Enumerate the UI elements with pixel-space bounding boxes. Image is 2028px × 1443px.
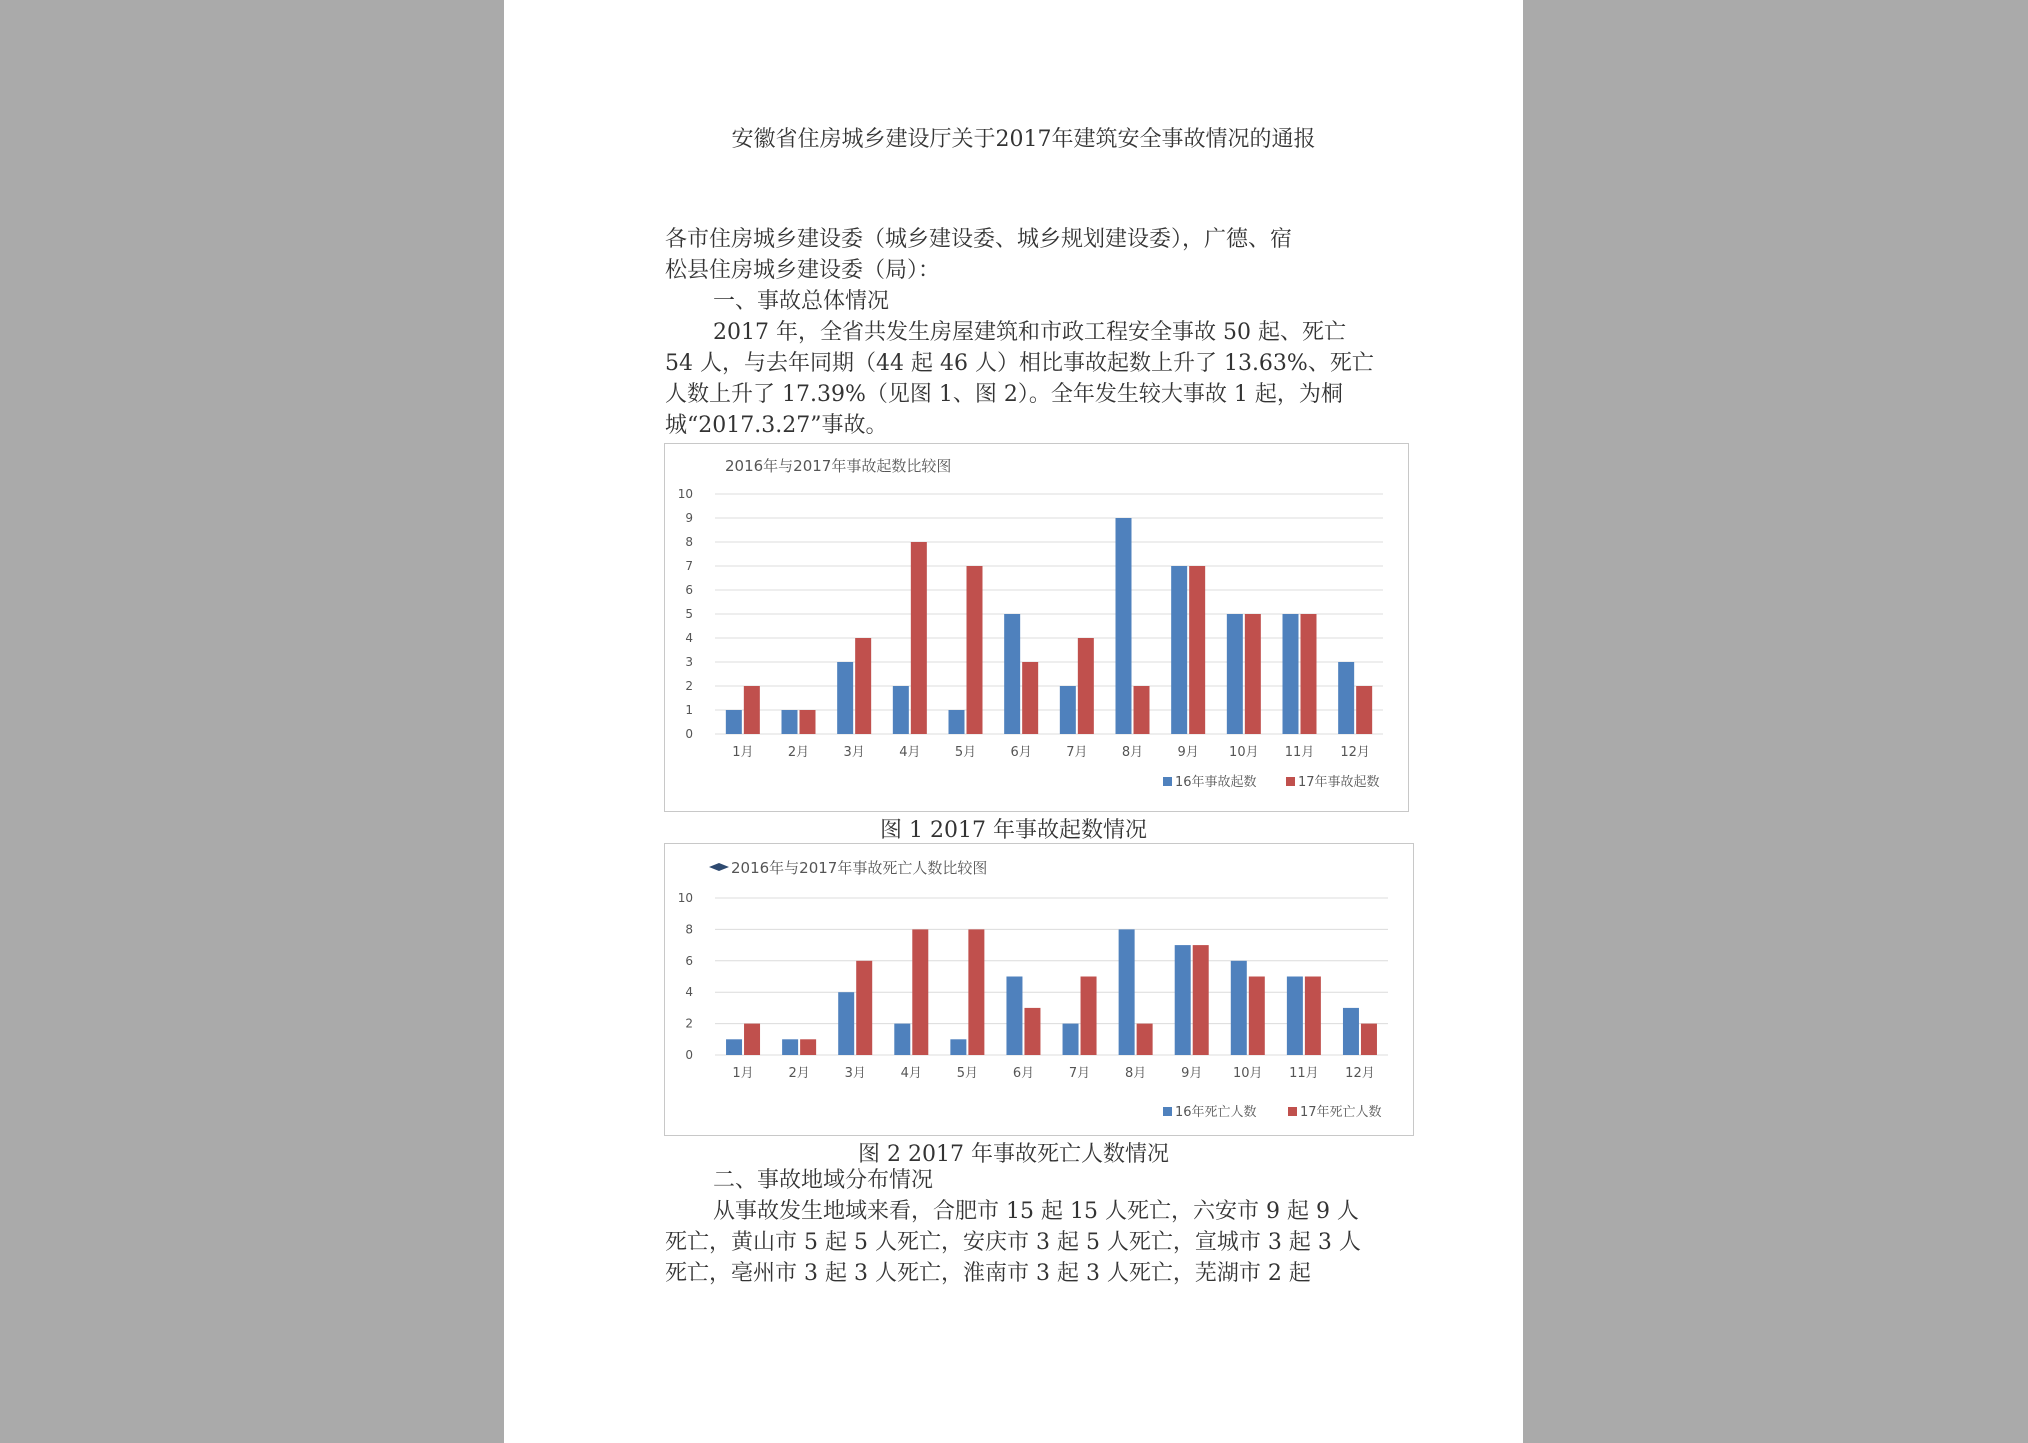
bar: [1301, 614, 1317, 734]
section-heading: 一、事故总体情况: [713, 289, 890, 314]
bar: [1134, 686, 1150, 734]
chart-title: 2016年与2017年事故死亡人数比较图: [731, 859, 988, 877]
bar: [1078, 638, 1094, 734]
bar: [1287, 977, 1303, 1056]
bar: [1227, 614, 1243, 734]
x-tick-label: 2月: [788, 1066, 810, 1081]
x-tick-label: 11月: [1284, 745, 1315, 760]
chart-death-count: [664, 843, 1414, 1136]
bar: [726, 710, 742, 734]
x-tick-label: 3月: [843, 745, 865, 760]
bar: [1022, 662, 1038, 734]
y-tick-label: 0: [685, 727, 693, 741]
y-tick-label: 10: [677, 891, 693, 905]
bar: [1231, 961, 1247, 1055]
x-tick-label: 9月: [1181, 1066, 1203, 1081]
bar: [837, 662, 853, 734]
document-title: 安徽省住房城乡建设厅关于2017年建筑安全事故情况的通报: [731, 127, 1316, 152]
bar: [1361, 1024, 1377, 1055]
y-tick-label: 9: [685, 511, 693, 525]
x-tick-label: 5月: [956, 1066, 979, 1081]
document-page: [504, 0, 1523, 1443]
legend-label: 17年死亡人数: [1300, 1105, 1382, 1120]
y-tick-label: 2: [685, 1016, 693, 1031]
x-tick-label: 1月: [732, 745, 754, 760]
y-tick-label: 0: [685, 1048, 693, 1062]
bar: [782, 710, 798, 734]
y-tick-label: 3: [685, 655, 693, 669]
y-tick-label: 4: [685, 985, 693, 1000]
x-tick-label: 7月: [1068, 1066, 1091, 1081]
bar: [1060, 686, 1076, 734]
bar: [967, 566, 983, 734]
bar: [1283, 614, 1299, 734]
x-tick-label: 4月: [899, 745, 921, 760]
bar: [1338, 662, 1354, 734]
bar: [800, 1039, 816, 1055]
y-tick-label: 4: [685, 631, 693, 645]
document-intro: [665, 224, 1376, 441]
bar: [950, 1039, 966, 1055]
document-section2: [665, 1165, 1376, 1289]
x-tick-label: 8月: [1124, 1066, 1147, 1081]
x-tick-label: 3月: [844, 1066, 866, 1081]
bar: [1171, 566, 1187, 734]
x-tick-label: 8月: [1121, 745, 1144, 760]
bar: [1175, 945, 1191, 1055]
chart-svg: [665, 444, 1408, 811]
y-tick-label: 7: [685, 559, 693, 573]
bar: [1063, 1024, 1079, 1055]
bar: [726, 1039, 742, 1055]
y-tick-label: 1: [685, 703, 693, 717]
x-tick-label: 12月: [1345, 1066, 1375, 1081]
x-tick-label: 9月: [1177, 745, 1199, 760]
bar: [744, 686, 760, 734]
y-tick-label: 10: [677, 487, 693, 501]
y-tick-label: 8: [685, 922, 693, 937]
legend-label: 17年事故起数: [1298, 775, 1380, 790]
legend-swatch: [1288, 1107, 1297, 1116]
chart-svg: [665, 844, 1413, 1135]
legend-label: 16年死亡人数: [1175, 1105, 1257, 1120]
x-tick-label: 7月: [1066, 745, 1088, 760]
bar: [800, 710, 816, 734]
title-marker-icon: [709, 863, 729, 871]
y-tick-label: 6: [685, 583, 693, 597]
bar: [1006, 977, 1022, 1056]
x-tick-label: 1月: [732, 1066, 754, 1081]
bar: [855, 638, 871, 734]
paragraph: 从事故发生地域来看，合肥市 15 起 15 人死亡，六安市 9 起 9 人死亡，黄山市 5 起 5 人死亡，安庆市 3 起 5 人死亡，宣城市 3 起 3 人死亡，亳州市 3 起 3 人死亡，淮南市 3 起 3 人死亡，芜湖市 2 起: [665, 1199, 1361, 1286]
bar: [1189, 566, 1205, 734]
bar: [1081, 977, 1097, 1056]
addressee-line: 各市住房城乡建设委（城乡建设委、城乡规划建设委），广德、宿: [665, 227, 1293, 252]
figure-caption: 图 2 2017 年事故死亡人数情况: [858, 1142, 1169, 1167]
x-tick-label: 5月: [954, 745, 977, 760]
bar: [1116, 518, 1132, 734]
bar: [1305, 977, 1321, 1056]
legend-swatch: [1163, 777, 1172, 786]
bar: [1119, 929, 1135, 1055]
bar: [782, 1039, 798, 1055]
bar: [1137, 1024, 1153, 1055]
bar: [1024, 1008, 1040, 1055]
bar: [911, 542, 927, 734]
y-tick-label: 6: [685, 953, 693, 968]
bar: [838, 992, 854, 1055]
paragraph: 2017 年，全省共发生房屋建筑和市政工程安全事故 50 起、死亡 54 人，与去年同期（44 起 46 人）相比事故起数上升了 13.63%、死亡人数上升了 17.39%（见图 1、图 2）。全年发生较大事故 1 起，为桐城“2017.3.27”事故。: [665, 320, 1374, 438]
chart-accident-count: [664, 443, 1409, 812]
legend-swatch: [1163, 1107, 1172, 1116]
bar: [744, 1024, 760, 1055]
x-tick-label: 6月: [1012, 1066, 1035, 1081]
x-tick-label: 12月: [1340, 745, 1370, 760]
figure-caption: 图 1 2017 年事故起数情况: [880, 818, 1147, 843]
bar: [1343, 1008, 1359, 1055]
x-tick-label: 10月: [1229, 745, 1259, 760]
x-tick-label: 10月: [1233, 1066, 1263, 1081]
chart-title: 2016年与2017年事故起数比较图: [725, 457, 952, 475]
x-tick-label: 2月: [787, 745, 810, 760]
bar: [1356, 686, 1372, 734]
bar: [893, 686, 909, 734]
bar: [912, 929, 928, 1055]
bar: [1249, 977, 1265, 1056]
bar: [1004, 614, 1020, 734]
x-tick-label: 4月: [900, 1066, 922, 1081]
bar: [894, 1024, 910, 1055]
bar: [1193, 945, 1209, 1055]
y-tick-label: 8: [685, 535, 693, 549]
bar: [949, 710, 965, 734]
section-heading: 二、事故地域分布情况: [713, 1168, 934, 1193]
x-tick-label: 6月: [1010, 745, 1032, 760]
legend-label: 16年事故起数: [1175, 775, 1257, 790]
x-tick-label: 11月: [1289, 1066, 1319, 1081]
legend-swatch: [1286, 777, 1295, 786]
bar: [1245, 614, 1261, 734]
y-tick-label: 2: [685, 679, 693, 693]
bar: [856, 961, 872, 1055]
y-tick-label: 5: [685, 607, 693, 621]
bar: [968, 929, 984, 1055]
addressee-line: 松县住房城乡建设委（局）：: [665, 258, 941, 283]
